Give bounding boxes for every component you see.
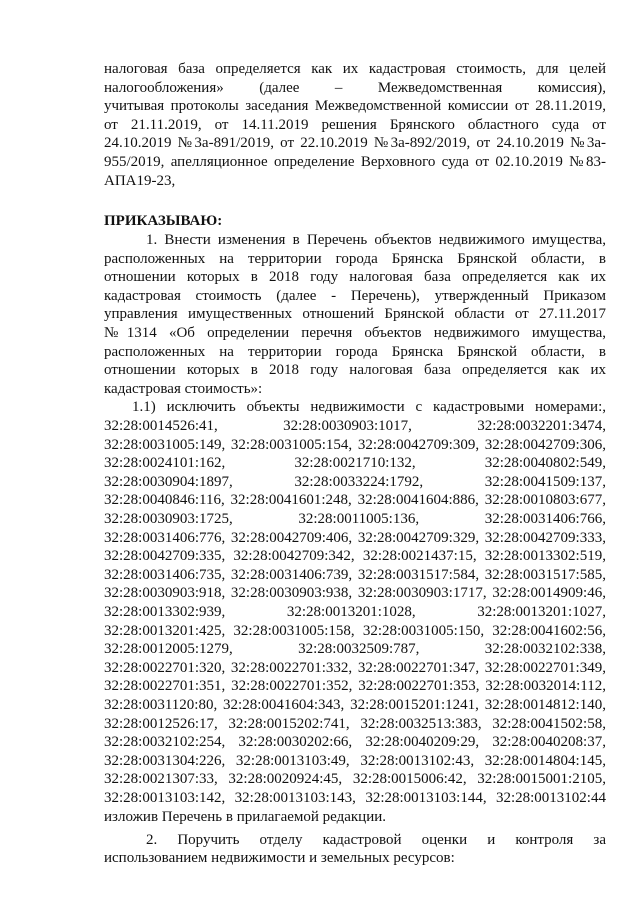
- cadastral-number: 32:28:0042709:309,: [357, 436, 480, 453]
- cadastral-number: 32:28:0031406:735,: [104, 566, 226, 583]
- cadastral-number: 32:28:0013102:44: [495, 789, 606, 806]
- text-line: учитывая протоколы заседания Межведомственной комиссии от 28.11.2019,: [104, 98, 606, 115]
- closing-block: [104, 808, 606, 868]
- cadastral-number: 32:28:0013302:939,: [104, 603, 226, 620]
- cadastral-number: 32:28:0014804:145,: [484, 752, 606, 769]
- cadastral-row: [104, 789, 606, 808]
- cadastral-row: [104, 659, 606, 678]
- cadastral-number: 32:28:0032509:787,: [298, 641, 420, 658]
- cadastral-number: 32:28:0031005:154,: [230, 436, 353, 453]
- cadastral-number: 32:28:0041509:137,: [484, 473, 606, 490]
- cadastral-number: 32:28:0031406:776,: [104, 529, 226, 546]
- cadastral-number: 32:28:0040208:37,: [492, 734, 606, 751]
- cadastral-number: 32:28:0022701:351,: [104, 678, 226, 695]
- cadastral-number: 32:28:0033224:1792,: [294, 473, 424, 490]
- cadastral-number: 32:28:0014526:41,: [104, 418, 218, 434]
- cadastral-number: 32:28:0013201:1027,: [477, 603, 606, 620]
- cadastral-number: 32:28:0013103:142,: [104, 789, 226, 806]
- cadastral-row: [104, 436, 606, 455]
- cadastral-row: [104, 752, 606, 771]
- cadastral-number: 32:28:0013201:425,: [104, 622, 226, 639]
- item-1-paragraph: [104, 231, 606, 417]
- text-line: кадастровая стоимость (далее - Перечень), утвержденный Приказом: [104, 287, 606, 304]
- cadastral-number: 32:28:0041601:248,: [230, 492, 352, 509]
- cadastral-number: 32:28:0042709:306,: [484, 436, 606, 453]
- cadastral-number: 32:28:0030903:1725,: [104, 510, 233, 527]
- text-line: 24.10.2019 №3а-891/2019, от 22.10.2019 №3а-892/2019, от 24.10.2019 №3а-: [104, 135, 606, 152]
- cadastral-number: 32:28:0042709:342,: [233, 548, 355, 565]
- cadastral-number: 32:28:0032513:383,: [360, 715, 482, 732]
- closing-line: изложив Перечень в прилагаемой редакции.: [104, 809, 387, 825]
- cadastral-number: 32:28:0030202:66,: [238, 734, 353, 751]
- cadastral-number: 32:28:0014909:46,: [492, 585, 606, 602]
- cadastral-row: [104, 473, 606, 492]
- cadastral-number: 32:28:0031406:766,: [484, 510, 606, 527]
- cadastral-row: [104, 491, 606, 510]
- cadastral-number: 32:28:0012526:17,: [104, 715, 218, 732]
- cadastral-number: 32:28:0022701:349,: [484, 659, 606, 676]
- cadastral-number: 32:28:0041604:886,: [357, 492, 479, 509]
- cadastral-number: 32:28:0010803:677,: [484, 492, 606, 509]
- cadastral-number: 32:28:0013103:143,: [234, 789, 356, 806]
- cadastral-number: 32:28:0041502:58,: [492, 715, 606, 732]
- cadastral-number: 32:28:0013201:1028,: [286, 603, 416, 620]
- cadastral-row: [104, 715, 606, 734]
- cadastral-row: [104, 454, 606, 473]
- cadastral-number: 32:28:0042709:333,: [484, 529, 606, 546]
- item-2-line: использованием недвижимости и земельных ресурсов:: [104, 850, 455, 867]
- intro-paragraph: [104, 60, 606, 190]
- cadastral-row: [104, 733, 606, 752]
- cadastral-number: 32:28:0030903:1717,: [357, 585, 487, 602]
- cadastral-number: 32:28:0031517:584,: [357, 566, 480, 583]
- text-line: от 21.11.2019, от 14.11.2019 решения Брянского областного суда от: [104, 116, 606, 133]
- cadastral-number: 32:28:0031005:150,: [362, 622, 485, 639]
- text-line: 1. Внести изменения в Перечень объектов недвижимого имущества,: [146, 232, 606, 248]
- cadastral-number: 32:28:0022701:347,: [357, 659, 480, 676]
- cadastral-number: 32:28:0040802:549,: [484, 455, 606, 472]
- text-line: АПА19-23,: [104, 172, 176, 189]
- text-line: 955/2019, апелляционное определение Верховного суда от 02.10.2019 №83-: [104, 153, 606, 170]
- cadastral-number: 32:28:0013102:43,: [360, 752, 475, 769]
- sub-item-1-1: 1.1) исключить объекты недвижимости с кадастровыми номерами:,: [132, 399, 606, 416]
- cadastral-number: 32:28:0021437:15,: [362, 548, 477, 565]
- cadastral-number: 32:28:0031120:80,: [104, 696, 218, 713]
- cadastral-number: 32:28:0032201:3474,: [477, 418, 606, 434]
- cadastral-number: 32:28:0013302:519,: [484, 548, 606, 565]
- cadastral-number: 32:28:0015201:1241,: [350, 696, 479, 713]
- cadastral-number: 32:28:0030903:918,: [104, 585, 226, 602]
- cadastral-number: 32:28:0022701:332,: [230, 659, 353, 676]
- cadastral-number: 32:28:0031005:149,: [104, 436, 226, 453]
- cadastral-number: 32:28:0015006:42,: [352, 771, 467, 788]
- text-line: расположенных на территории города Брянска Брянской области, в: [104, 343, 606, 360]
- cadastral-row: [104, 417, 606, 436]
- cadastral-number: 32:28:0014812:140,: [484, 696, 606, 713]
- cadastral-row: [104, 510, 606, 529]
- text-line: расположенных на территории города Брянска Брянской области, в: [104, 250, 606, 267]
- cadastral-number-list: [104, 417, 606, 807]
- cadastral-number: 32:28:0032014:112,: [485, 678, 606, 695]
- text-line: отношении которых в 2018 году налоговая база определяется как их: [104, 269, 606, 286]
- cadastral-number: 32:28:0022701:353,: [358, 678, 480, 695]
- cadastral-number: 32:28:0041602:56,: [492, 622, 606, 639]
- cadastral-number: 32:28:0013103:49,: [235, 752, 350, 769]
- text-line: управления имущественных отношений Брянской области от 27.11.2017: [104, 306, 606, 323]
- cadastral-number: 32:28:0022701:352,: [231, 678, 353, 695]
- cadastral-number: 32:28:0031005:158,: [233, 622, 355, 639]
- text-line: №1314 «Об определении перечня объектов недвижимого имущества,: [104, 324, 606, 341]
- cadastral-number: 32:28:0041604:343,: [223, 696, 345, 713]
- cadastral-row: [104, 566, 606, 585]
- cadastral-number: 32:28:0031304:226,: [104, 752, 226, 769]
- cadastral-number: 32:28:0042709:406,: [230, 529, 353, 546]
- cadastral-number: 32:28:0024101:162,: [104, 455, 226, 472]
- cadastral-number: 32:28:0031406:739,: [230, 566, 353, 583]
- cadastral-row: [104, 584, 606, 603]
- cadastral-number: 32:28:0032102:338,: [484, 641, 606, 658]
- cadastral-row: [104, 770, 606, 789]
- cadastral-number: 32:28:0020924:45,: [228, 771, 343, 788]
- cadastral-number: 32:28:0040209:29,: [365, 734, 480, 751]
- cadastral-row: [104, 696, 606, 715]
- cadastral-number: 32:28:0032102:254,: [104, 734, 226, 751]
- cadastral-number: 32:28:0030903:938,: [230, 585, 353, 602]
- cadastral-number: 32:28:0021307:33,: [104, 771, 218, 788]
- cadastral-number: 32:28:0021710:132,: [294, 455, 416, 472]
- cadastral-number: 32:28:0012005:1279,: [104, 641, 233, 658]
- cadastral-row: [104, 603, 606, 622]
- cadastral-row: [104, 640, 606, 659]
- cadastral-row: [104, 622, 606, 641]
- cadastral-number: 32:28:0031517:585,: [484, 566, 606, 583]
- cadastral-number: 32:28:0015202:741,: [228, 715, 350, 732]
- order-heading: ПРИКАЗЫВАЮ:: [104, 213, 223, 229]
- item-2-line: 2. Поручить отделу кадастровой оценки и контроля за: [146, 831, 606, 848]
- text-line: кадастровая стоимость»:: [104, 380, 263, 397]
- text-line: налогообложения» (далее – Межведомственная комиссия),: [104, 79, 606, 96]
- cadastral-number: 32:28:0022701:320,: [104, 659, 226, 676]
- cadastral-row: [104, 547, 606, 566]
- cadastral-number: 32:28:0013103:144,: [365, 789, 487, 806]
- cadastral-number: 32:28:0030903:1017,: [283, 418, 412, 434]
- cadastral-number: 32:28:0011005:136,: [298, 510, 420, 527]
- cadastral-row: [104, 677, 606, 696]
- cadastral-number: 32:28:0015001:2105,: [477, 771, 606, 788]
- cadastral-number: 32:28:0042709:335,: [104, 548, 226, 565]
- text-line: налоговая база определяется как их кадастровая стоимость, для целей: [104, 61, 606, 77]
- text-line: отношении которых в 2018 году налоговая база определяется как их: [104, 362, 606, 379]
- cadastral-number: 32:28:0030904:1897,: [104, 473, 233, 490]
- cadastral-number: 32:28:0042709:329,: [357, 529, 480, 546]
- cadastral-number: 32:28:0040846:116,: [104, 492, 225, 509]
- cadastral-row: [104, 529, 606, 548]
